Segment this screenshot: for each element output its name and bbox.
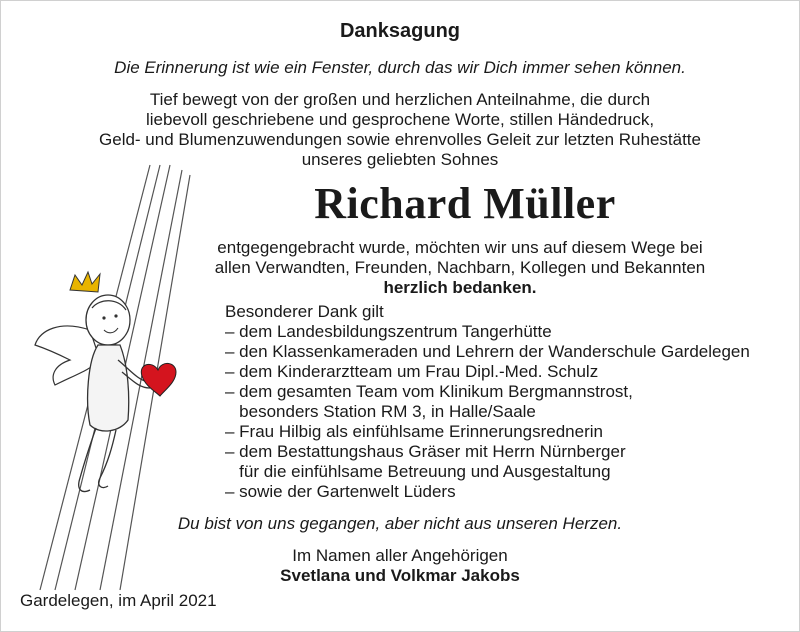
list-item: – sowie der Gartenwelt Lüders	[225, 482, 456, 501]
heart-icon	[141, 363, 176, 396]
page-title: Danksagung	[339, 20, 461, 42]
deceased-name: Richard Müller	[314, 179, 616, 228]
special-thanks-intro: Besonderer Dank gilt	[225, 302, 384, 321]
thanks-line: entgegengebracht wurde, möchten wir uns auf diesem Wege bei	[217, 238, 703, 257]
list-item: – dem Landesbildungszentrum Tangerhütte	[225, 322, 552, 341]
list-item: – Frau Hilbig als einfühlsame Erinnerungsrednerin	[225, 422, 603, 441]
angel-body	[88, 345, 129, 431]
intro-line: liebevoll geschriebene und gesprochene Worte, stillen Händedruck,	[145, 110, 655, 129]
angel-illustration	[30, 160, 220, 600]
signature-block	[235, 546, 565, 586]
closing-quote: Du bist von uns gegangen, aber nicht aus unseren Herzen.	[177, 514, 623, 533]
special-thanks-list	[225, 302, 795, 502]
list-item: – dem gesamten Team vom Klinikum Bergmannstrost,	[225, 382, 633, 401]
angel-head	[86, 295, 130, 345]
list-item: – dem Kinderarztteam um Frau Dipl.-Med. Schulz	[225, 362, 599, 381]
thanks-line: allen Verwandten, Freunden, Nachbarn, Kollegen und Bekannten	[214, 258, 706, 277]
intro-line: Tief bewegt von der großen und herzlichen Anteilnahme, die durch	[149, 90, 651, 109]
list-item: für die einfühlsame Betreuung und Ausgestaltung	[225, 462, 611, 481]
crown-icon	[70, 272, 100, 292]
intro-line: Geld- und Blumenzuwendungen sowie ehrenvolles Geleit zur letzten Ruhestätte	[99, 130, 701, 149]
thanks-text	[190, 238, 730, 298]
list-item: – dem Bestattungshaus Gräser mit Herrn Nürnberger	[225, 442, 626, 461]
list-item: – den Klassenkameraden und Lehrern der Wanderschule Gardelegen	[225, 342, 750, 361]
thanks-bold-line: herzlich bedanken.	[383, 278, 537, 297]
intro-text	[0, 90, 800, 170]
signature-names: Svetlana und Volkmar Jakobs	[280, 566, 520, 585]
list-item: besonders Station RM 3, in Halle/Saale	[225, 402, 536, 421]
intro-line: unseres geliebten Sohnes	[301, 150, 499, 169]
motto-quote: Die Erinnerung ist wie ein Fenster, durch das wir Dich immer sehen können.	[114, 58, 686, 77]
signature-intro: Im Namen aller Angehörigen	[292, 546, 508, 565]
place-date: Gardelegen, im April 2021	[20, 591, 217, 610]
